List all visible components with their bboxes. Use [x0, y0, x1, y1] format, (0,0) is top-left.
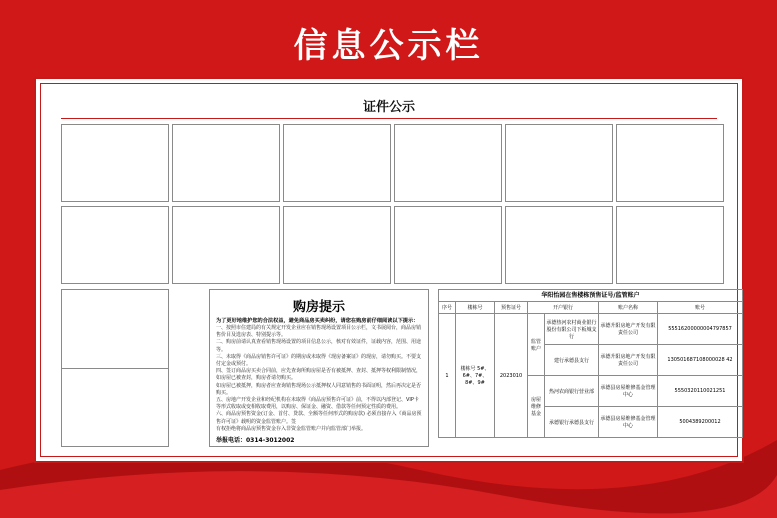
bank-name: 热河农商银行营业部 [545, 376, 599, 407]
column-header: 楼栋号 [456, 302, 495, 314]
bank-name: 承德热河农村商业银行股份有限公司下板城支行 [545, 314, 599, 345]
certificate-frame [616, 206, 724, 284]
column-header: 账户名称 [599, 302, 658, 314]
account-name: 承德县房屋维修基金管理中心 [599, 376, 658, 407]
permit-number: 2023010 [495, 314, 528, 438]
certificate-frame [283, 206, 391, 284]
column-header: 序号 [439, 302, 456, 314]
notice-line: 一、按照市住建局的有关规定开发企业应在销售现场设置项目公示栏，文书展阅台，商品房销售价目及选房表、特别提示等。 [216, 325, 422, 339]
column-header: 开户银行 [528, 302, 599, 314]
column-header: 预售证号 [495, 302, 528, 314]
notice-line: 如房屋已被抵押，购房者应查询销售现场公示抵押权人同意销售的书面证明，然后再决定是否购买。 [216, 382, 422, 396]
table-title: 华阳怡园在售楼栋预售证号/监管账户 [438, 289, 743, 301]
notice-line: 六、商品房预售资金(订金、首付、贷款、全额等任何形式的购房款) 必须直接存入《商品房预售许可证》载明的资金监管账户。签 [216, 411, 422, 425]
certificate-frame [616, 124, 724, 202]
bank-name: 承德银行承德县支行 [545, 407, 599, 438]
notice-board [34, 77, 744, 463]
notice-line: 四、签订商品房买卖合同前，应先查询所购房屋是否有被抵押、查封、抵押等权利限制情况，如房屋已被查封，购房者请勿购买。 [216, 368, 422, 382]
certificate-frame [505, 124, 613, 202]
notice-intro: 为了更好地维护您的合法权益，避免商品房买卖纠纷，请您在购房前仔细阅读以下提示： [216, 318, 419, 324]
page-title: 信息公示栏 [293, 26, 484, 66]
row-index: 1 [439, 314, 456, 438]
group-label: 房屋维修基金 [528, 376, 545, 438]
column-header: 账号 [658, 302, 743, 314]
certificate-frame [61, 206, 169, 284]
escrow-account-table [438, 289, 743, 447]
building-numbers: 楼栋号 5#、6#、7#、8#、9# [456, 314, 495, 438]
account-name: 承德县房屋维修基金管理中心 [599, 407, 658, 438]
account-number: 55516200000004797857 [658, 314, 743, 345]
table-row [439, 314, 743, 345]
certificate-frame [505, 206, 613, 284]
account-name: 承德升阳房地产开发有限责任公司 [599, 345, 658, 376]
account-number: 5550320110021251 [658, 376, 743, 407]
certificates-section-title: 证件公示 [41, 96, 737, 115]
purchase-notice [209, 289, 429, 447]
account-number: 5004389200012 [658, 407, 743, 438]
account-number: 130501687108000028 42 [658, 345, 743, 376]
certificate-frame [283, 124, 391, 202]
notice-line: 三、未取得《商品房销售许可证》的期房或未取得《现房备案证》的现房，请勿购买。不要支付定金或预付。 [216, 353, 422, 368]
frame-divider [62, 368, 168, 369]
certificate-frame-tall [61, 289, 169, 447]
notice-line: 二、购房前请认真查看销售现场设置的项目信息公示，核对有效证件，证载内容，范围、用途等。 [216, 339, 422, 353]
certificate-frame [61, 124, 169, 202]
notice-line: 有权拒绝将商品房预售资金存入非资金监管账户并向监管部门举报。 [216, 425, 367, 432]
escrow-table [438, 301, 743, 438]
report-phone: 举报电话：0314-3012002 [216, 437, 295, 445]
account-name: 承德升阳房地产开发有限责任公司 [599, 314, 658, 345]
certificate-frame [172, 206, 280, 284]
notice-title: 购房提示 [292, 300, 345, 315]
table-header-row [439, 302, 743, 314]
notice-line: 五、房地产开发企业和经纪机构在未取得《商品房预售许可证》前，不得以内部登记、VIP卡等形式收取或变相收取费用，以购房、保证金、融资、借款等任何预定性质的费用。 [216, 397, 419, 411]
certificate-frame [394, 206, 502, 284]
certificate-frame [394, 124, 502, 202]
board-inner-frame [40, 83, 738, 457]
certificate-frame [172, 124, 280, 202]
group-label: 监管账户 [528, 314, 545, 376]
bank-name: 建行承德县支行 [545, 345, 599, 376]
